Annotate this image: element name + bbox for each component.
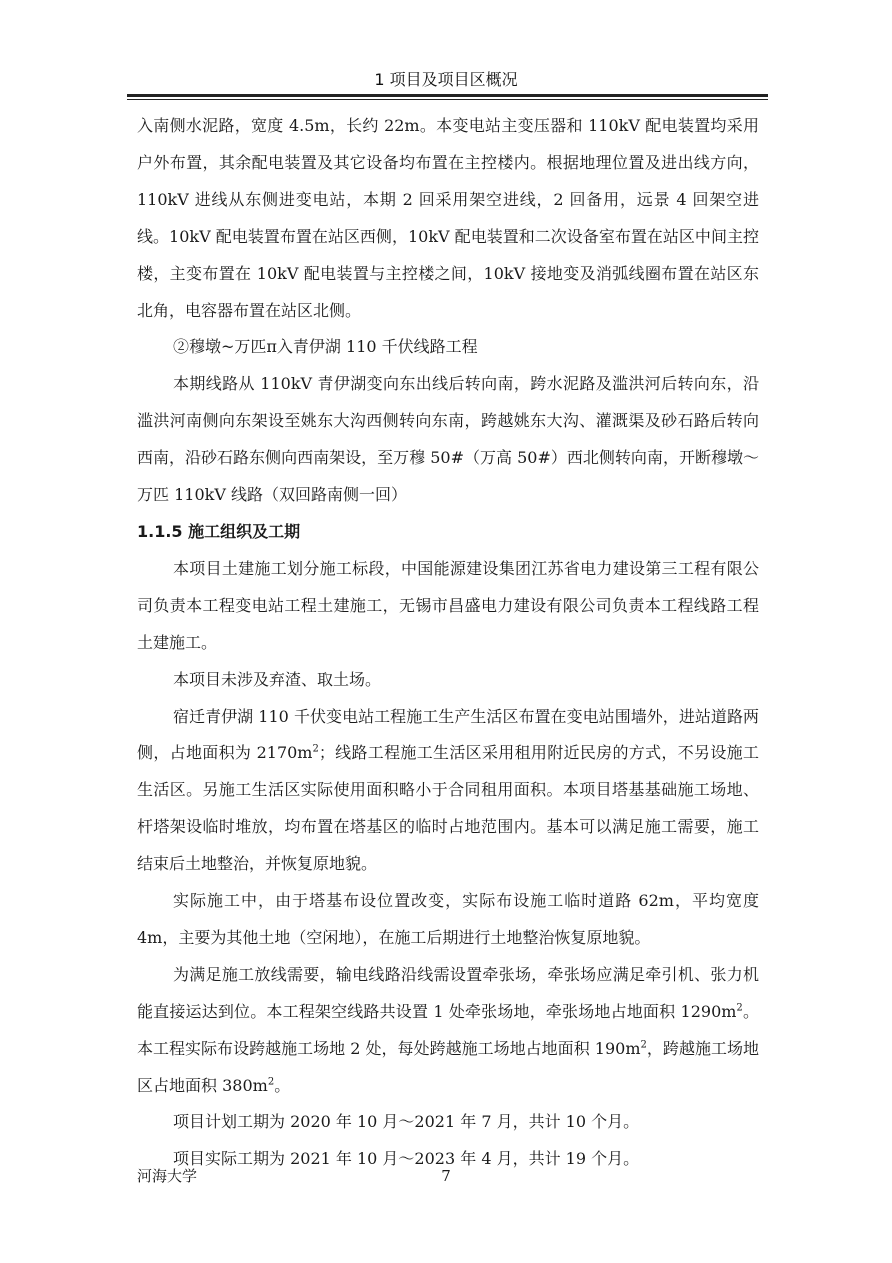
paragraph-tension-field (137, 957, 759, 1105)
tension-text-c: ，跨越施工场地区占地面积 380m (137, 1038, 759, 1095)
paragraph-temp-road: 实际施工中，由于塔基布设位置改变，实际布设施工临时道路 62m，平均宽度 4m，主要为其他土地（空闲地），在施工后期进行土地整治恢复原地貌。 (137, 891, 759, 947)
superscript-2: 2 (736, 1002, 743, 1014)
paragraph-substation-layout: 入南侧水泥路，宽度 4.5m，长约 22m。本变电站主变压器和 110kV 配电装置均采用户外布置，其余配电装置及其它设备均布置在主控楼内。根据地理位置及进出线方向，110kV 进线从东侧进变电站，本期 2 回采用架空进线，2 回备用，远景 4 回架空进线。10kV 配电装置布置在站区西侧，10kV 配电装置和二次设备室布置在站区中间主控楼，主变布置在 10kV 配电装置与主控楼之间，10kV 接地变及消弧线圈布置在站区东北角，电容器布置在站区北侧。 (137, 116, 759, 320)
superscript-2: 2 (640, 1039, 647, 1051)
superscript-2: 2 (312, 744, 319, 756)
paragraph-line-route: 本期线路从 110kV 青伊湖变向东出线后转向南，跨水泥路及滥洪河后转向东，沿滥洪河南侧向东架设至姚东大沟西侧转向东南，跨越姚东大沟、灌溉渠及砂石路后转向西南，沿砂石路东侧向西南架设，至万穆 50#（万高 50#）西北侧转向南，开断穆墩～万匹 110kV 线路（双回路南侧一回） (137, 374, 759, 505)
section-heading: 1.1.5 施工组织及工期 (137, 521, 301, 541)
header-rule-thin (127, 99, 768, 100)
tension-text-d: 。 (274, 1075, 291, 1095)
running-header: 1 项目及项目区概况 (374, 70, 518, 89)
paragraph-actual-schedule: 项目实际工期为 2021 年 10 月～2023 年 4 月，共计 19 个月。 (173, 1149, 640, 1169)
page-body (137, 108, 759, 1178)
paragraph-line-project-title: ②穆墩~万匹π入青伊湖 110 千伏线路工程 (173, 337, 478, 357)
paragraph-living-area (137, 699, 759, 884)
paragraph-spoil: 本项目未涉及弃渣、取土场。 (173, 669, 382, 689)
paragraph-contractors: 本项目土建施工划分施工标段，中国能源建设集团江苏省电力建设第三工程有限公司负责本工程变电站工程土建施工，无锡市昌盛电力建设有限公司负责本工程线路工程土建施工。 (137, 558, 759, 652)
living-area-text-b: ；线路工程施工生活区采用租用附近民房的方式，不另设施工生活区。另施工生活区实际使用面积略小于合同租用面积。本项目塔基基础施工场地、杆塔架设临时堆放，均布置在塔基区的临时占地范围内。基本可以满足施工需要，施工结束后土地整治，并恢复原地貌。 (137, 743, 759, 874)
page-number: 7 (441, 1167, 451, 1185)
header-rule-thick (127, 94, 768, 97)
footer-institution: 河海大学 (137, 1167, 198, 1185)
superscript-2: 2 (267, 1076, 275, 1088)
tension-text-b: 。本工程实际布设跨越施工场地 2 处，每处跨越施工场地占地面积 190m (137, 1001, 759, 1058)
tension-text-a: 为满足施工放线需要，输电线路沿线需设置牵张场，牵张场应满足牵引机、张力机能直接运达到位。本工程架空线路共设置 1 处牵张场地，牵张场地占地面积 1290m (137, 964, 759, 1021)
living-area-text-a: 宿迁青伊湖 110 千伏变电站工程施工生产生活区布置在变电站围墙外，进站道路两侧，占地面积为 2170m (137, 706, 759, 763)
paragraph-planned-schedule: 项目计划工期为 2020 年 10 月～2021 年 7 月，共计 10 个月。 (173, 1112, 640, 1132)
